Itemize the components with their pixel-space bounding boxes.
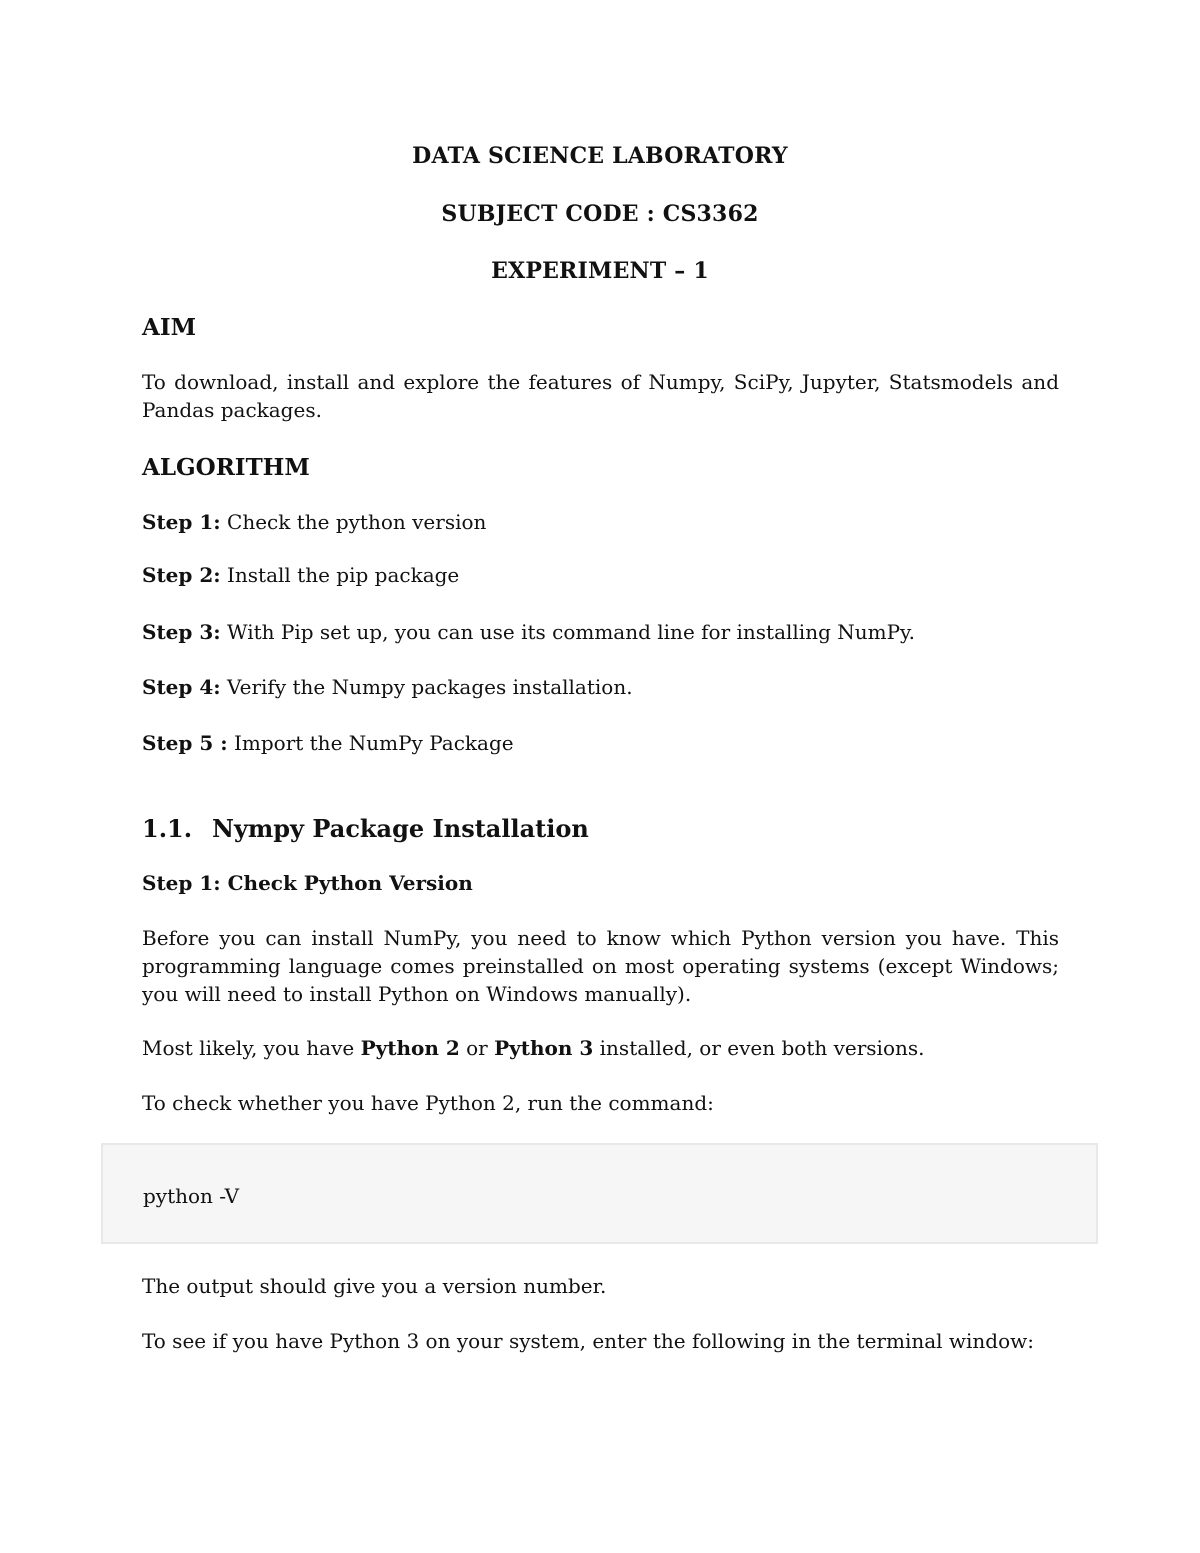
algorithm-step-3 [142,618,915,646]
step-text: Import the NumPy Package [227,731,514,755]
algorithm-step-4 [142,673,633,701]
aim-text: To download, install and explore the features of Numpy, SciPy, Jupyter, Statsmodels and Pandas packages. [142,370,1059,422]
experiment-number: EXPERIMENT – 1 [491,258,709,284]
text-run: Most likely, you have [142,1036,361,1060]
text-run-bold: Python 2 [360,1036,460,1060]
section-heading [142,815,589,843]
intro-paragraph: Before you can install NumPy, you need to know which Python version you have. This programming language comes preinstalled on most operating systems (except Windows; you will need to install Python on Windows manually). [142,926,1059,1006]
step-text: With Pip set up, you can use its command line for installing NumPy. [220,620,916,644]
text-run: or [459,1036,495,1060]
step-label: Step 4: [142,675,221,699]
subject-code: SUBJECT CODE : CS3362 [441,201,759,227]
output-paragraph: The output should give you a version number. [142,1274,607,1298]
step-text: Check the python version [220,510,487,534]
lab-title: DATA SCIENCE LABORATORY [412,143,788,169]
text-run-bold: Python 3 [494,1036,594,1060]
step-label: Step 2: [142,563,221,587]
algorithm-heading: ALGORITHM [142,454,310,481]
check-python-step-heading: Step 1: Check Python Version [142,871,473,895]
step-text: Verify the Numpy packages installation. [220,675,633,699]
step-label: Step 3: [142,620,221,644]
algorithm-step-5 [142,729,514,757]
python-versions-paragraph [142,1034,925,1062]
code-command: python -V [143,1184,240,1208]
step-label: Step 1: [142,510,221,534]
check-python2-paragraph: To check whether you have Python 2, run the command: [142,1091,714,1115]
step-label: Step 5 : [142,731,228,755]
code-block [101,1143,1098,1244]
check-python3-paragraph: To see if you have Python 3 on your system, enter the following in the terminal window: [142,1329,1034,1353]
section-title: Nympy Package Installation [212,814,589,843]
algorithm-step-2 [142,561,459,589]
section-number: 1.1. [142,814,193,843]
algorithm-step-1 [142,508,486,536]
step-text: Install the pip package [220,563,460,587]
aim-heading: AIM [142,314,197,341]
text-run: installed, or even both versions. [593,1036,925,1060]
